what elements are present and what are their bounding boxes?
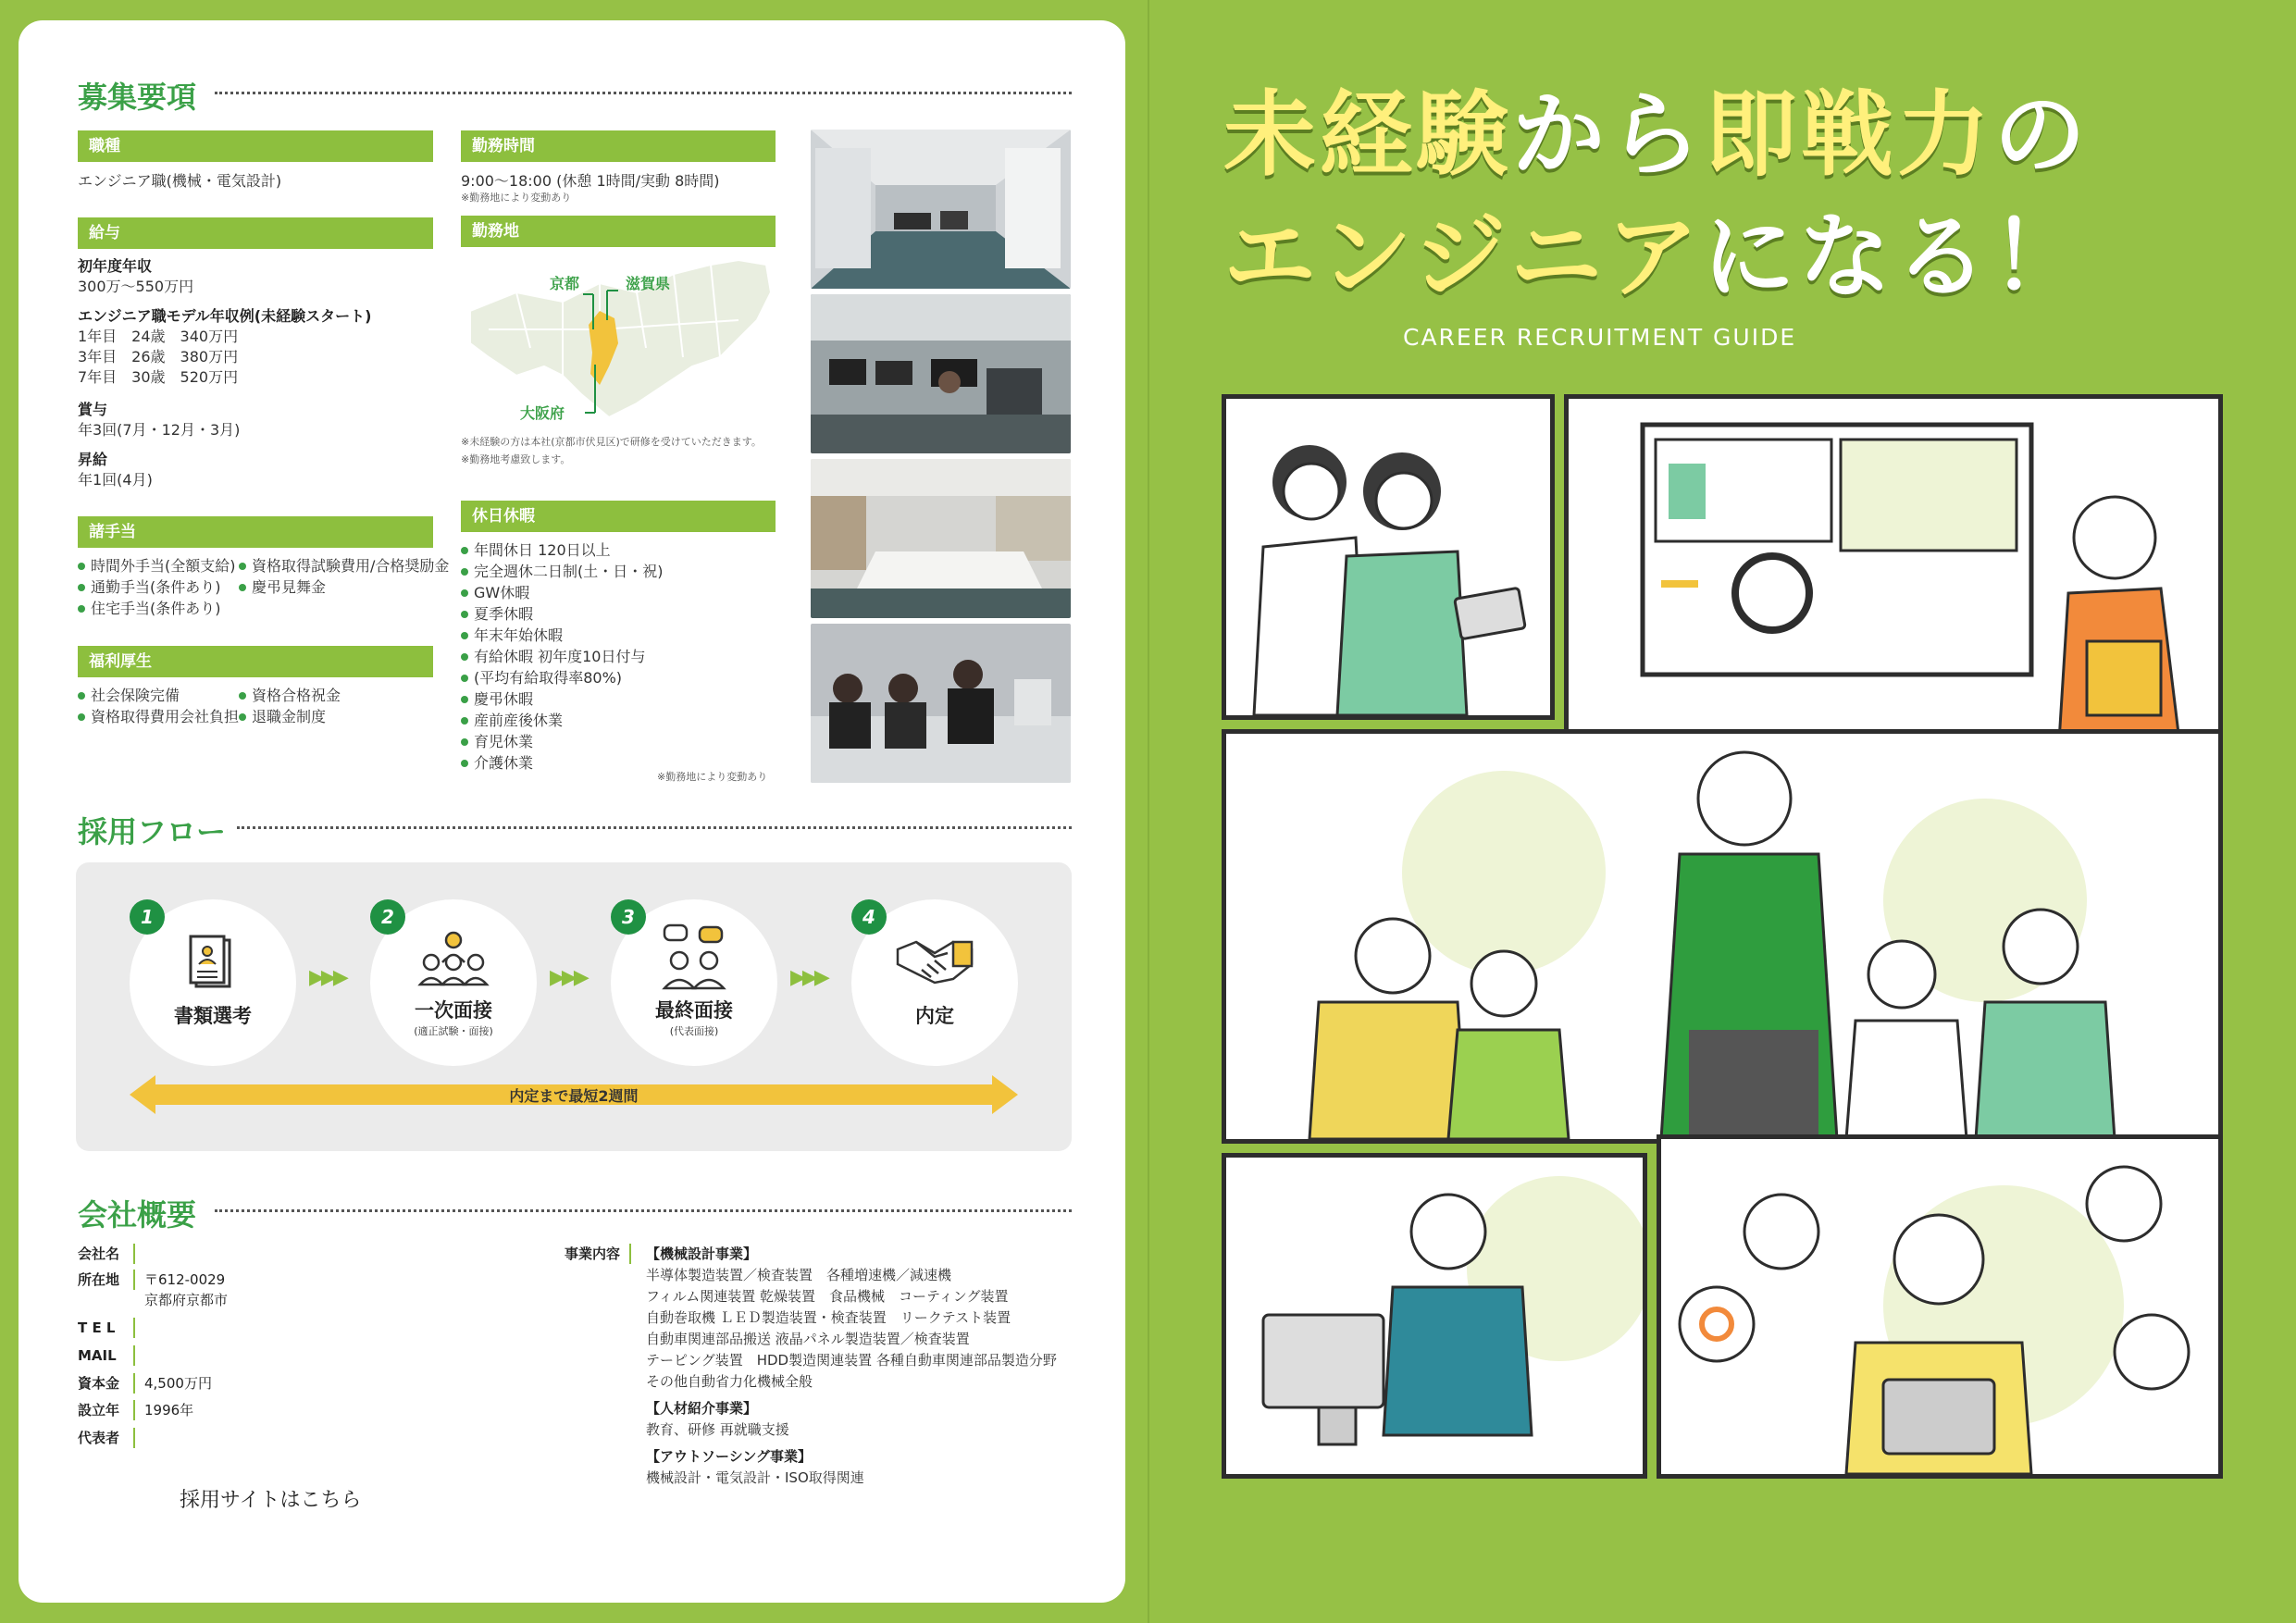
section-title-company: 会社概要	[78, 1197, 197, 1233]
office-photo	[811, 294, 1071, 453]
illustration-panel	[1564, 394, 2223, 746]
illustration-panel	[1222, 394, 1555, 720]
location-note-1: ※未経験の方は本社(京都市伏見区)で研修を受けていただきます。	[461, 436, 762, 448]
company-row-key: 資本金	[78, 1373, 135, 1394]
illustration-panel	[1222, 1153, 1647, 1479]
business-content	[646, 1244, 1057, 1489]
list-item: 育児休業	[461, 731, 664, 752]
designer-at-computer-illustration	[1226, 1158, 1643, 1474]
holidays-note: ※勤務地により変動あり	[657, 771, 768, 783]
illustration-panel	[1222, 729, 2223, 1144]
cover-subtitle: CAREER RECRUITMENT GUIDE	[1403, 324, 1797, 351]
first-year-heading: 初年度年収	[78, 257, 153, 275]
allowances-list-2	[239, 555, 449, 598]
allowances-list-1	[78, 555, 236, 619]
headline-part: 未経験	[1223, 81, 1512, 189]
bonus-heading: 賞与	[78, 401, 108, 418]
bar-benefits: 福利厚生	[78, 646, 433, 677]
title-divider	[237, 826, 1072, 829]
list-item: 時間外手当(全額支給)	[78, 555, 236, 576]
engineer-on-phone-illustration	[1661, 1139, 2218, 1474]
colleagues-illustration	[1226, 399, 1550, 715]
company-row-value: 1996年	[144, 1402, 194, 1419]
list-item: 退職金制度	[239, 706, 341, 727]
step-label: 一次面接	[415, 999, 492, 1022]
final-interview-icon	[659, 923, 729, 992]
flow-panel	[76, 862, 1072, 1151]
list-item: 通勤手当(条件あり)	[78, 576, 236, 598]
presentation-illustration	[1569, 399, 2218, 741]
business-key: 事業内容	[565, 1244, 640, 1264]
list-item: GW休暇	[461, 582, 664, 603]
business-line: 半導体製造装置／検査装置 各種増速機／減速機	[646, 1267, 952, 1283]
bar-location: 勤務地	[461, 216, 776, 247]
first-year-value: 300万〜550万円	[78, 278, 194, 295]
company-row-key: 所在地	[78, 1270, 135, 1290]
step-label: 書類選考	[174, 1005, 252, 1027]
company-row	[78, 1400, 193, 1420]
title-divider	[215, 1209, 1072, 1212]
office-photo	[811, 130, 1071, 289]
duration-label: 内定まで最短2週間	[509, 1087, 639, 1105]
step-number: 4	[851, 899, 887, 935]
raise-heading: 昇給	[78, 451, 108, 468]
model-row: 1年目 24歳 340万円	[78, 328, 239, 345]
step-sublabel: (適正試験・面接)	[414, 1025, 493, 1037]
company-row-key: 代表者	[78, 1428, 135, 1448]
step-number: 2	[370, 899, 405, 935]
model-row: 3年目 26歳 380万円	[78, 348, 239, 365]
business-line: 【人材紹介事業】	[646, 1400, 758, 1417]
bonus-value: 年3回(7月・12月・3月)	[78, 421, 241, 439]
model-row: 7年目 30歳 520万円	[78, 368, 239, 386]
document-icon	[187, 935, 239, 994]
company-row	[78, 1428, 144, 1448]
step-sublabel: (代表面接)	[669, 1025, 719, 1037]
bar-allowances: 諸手当	[78, 516, 433, 548]
business-line: テーピング装置 HDD製造関連装置 各種自動車関連部品製造分野	[646, 1352, 1057, 1369]
company-row-key: MAIL	[78, 1345, 135, 1366]
business-line: 教育、研修 再就職支援	[646, 1421, 789, 1438]
step-label: 最終面接	[655, 999, 733, 1022]
model-heading: エンジニア職モデル年収例(未経験スタート)	[78, 307, 372, 325]
page-fold	[1148, 0, 1149, 1623]
kansai-map	[461, 255, 776, 431]
step-number: 3	[611, 899, 646, 935]
business-line: 機械設計・電気設計・ISO取得関連	[646, 1469, 864, 1486]
business-line: 自動巻取機 ＬＥＤ製造装置・検査装置 リークテスト装置	[646, 1309, 1011, 1326]
list-item: 慶弔見舞金	[239, 576, 449, 598]
section-title-recruitment: 募集要項	[78, 80, 197, 115]
company-row	[78, 1373, 212, 1394]
raise-value: 年1回(4月)	[78, 471, 153, 489]
holidays-list	[461, 539, 664, 774]
location-note-2: ※勤務地考慮致します。	[461, 453, 571, 465]
cover-headline	[1223, 74, 2251, 318]
list-item: 完全週休二日制(土・日・祝)	[461, 561, 664, 582]
business-line: 【アウトソーシング事業】	[646, 1448, 813, 1465]
benefits-list-1	[78, 685, 239, 727]
triple-arrow-icon: ▶▶▶	[309, 966, 345, 989]
handshake-icon	[894, 933, 975, 988]
headline-part: から	[1512, 81, 1705, 189]
headline-part: になる！	[1702, 203, 2088, 311]
business-line: 【機械設計事業】	[646, 1245, 758, 1262]
list-item-sub: (平均有給取得率80%)	[461, 667, 664, 688]
triple-arrow-icon: ▶▶▶	[790, 966, 826, 989]
list-item: 資格合格祝金	[239, 685, 341, 706]
illustration-panel	[1657, 1134, 2223, 1479]
map-label-kyoto: 京都	[550, 275, 580, 292]
list-item: 介護休業	[461, 752, 664, 774]
bar-salary: 給与	[78, 217, 433, 249]
benefits-list-2	[239, 685, 341, 727]
recruit-site-link[interactable]: 採用サイトはこちら	[180, 1489, 362, 1512]
list-item: 年間休日 120日以上	[461, 539, 664, 561]
bar-holidays: 休日休暇	[461, 501, 776, 532]
hours-note: ※勤務地により変動あり	[461, 192, 572, 204]
company-row-key: 会社名	[78, 1244, 135, 1264]
list-item: 産前産後休業	[461, 710, 664, 731]
title-divider	[215, 92, 1072, 94]
bar-hours: 勤務時間	[461, 130, 776, 162]
company-row	[78, 1318, 144, 1338]
company-row-value: 京都府京都市	[144, 1292, 229, 1308]
list-item: 慶弔休暇	[461, 688, 664, 710]
map-label-shiga: 滋賀県	[626, 275, 671, 292]
company-row	[78, 1270, 225, 1290]
headline-part: エンジニア	[1223, 203, 1703, 311]
list-item: 資格取得費用会社負担	[78, 706, 239, 727]
company-row	[78, 1244, 144, 1264]
list-item: 有給休暇 初年度10日付与	[461, 646, 664, 667]
list-item: 夏季休暇	[461, 603, 664, 625]
company-row	[78, 1345, 144, 1366]
list-item: 住宅手当(条件あり)	[78, 598, 236, 619]
office-photo	[811, 459, 1071, 618]
company-row-value: 4,500万円	[144, 1375, 212, 1392]
office-photo	[811, 624, 1071, 783]
step-label: 内定	[915, 1005, 954, 1027]
company-row-key: 設立年	[78, 1400, 135, 1420]
company-row	[78, 1290, 228, 1310]
business-line: フィルム関連装置 乾燥装置 食品機械 コーティング装置	[646, 1288, 1009, 1305]
headline-part: の	[1993, 81, 2090, 189]
list-item: 社会保険完備	[78, 685, 239, 706]
company-row-key: T E L	[78, 1318, 135, 1338]
section-title-flow: 採用フロー	[78, 814, 227, 849]
list-item: 年末年始休暇	[461, 625, 664, 646]
triple-arrow-icon: ▶▶▶	[550, 966, 586, 989]
business-line: 自動車関連部品搬送 液晶パネル製造装置／検査装置	[646, 1331, 970, 1347]
headline-part: 即戦力	[1705, 81, 1993, 189]
company-row-value: 〒612-0029	[144, 1271, 226, 1288]
map-label-osaka: 大阪府	[520, 404, 565, 422]
hours-value: 9:00〜18:00 (休憩 1時間/実動 8時間)	[461, 172, 720, 190]
step-number: 1	[130, 899, 165, 935]
celebrating-team-illustration	[1226, 734, 2218, 1139]
business-line: その他自動省力化機械全般	[646, 1373, 813, 1390]
job-type-value: エンジニア職(機械・電気設計)	[78, 172, 282, 190]
interview-group-icon	[416, 927, 490, 992]
list-item: 資格取得試験費用/合格奨励金	[239, 555, 449, 576]
bar-job-type: 職種	[78, 130, 433, 162]
